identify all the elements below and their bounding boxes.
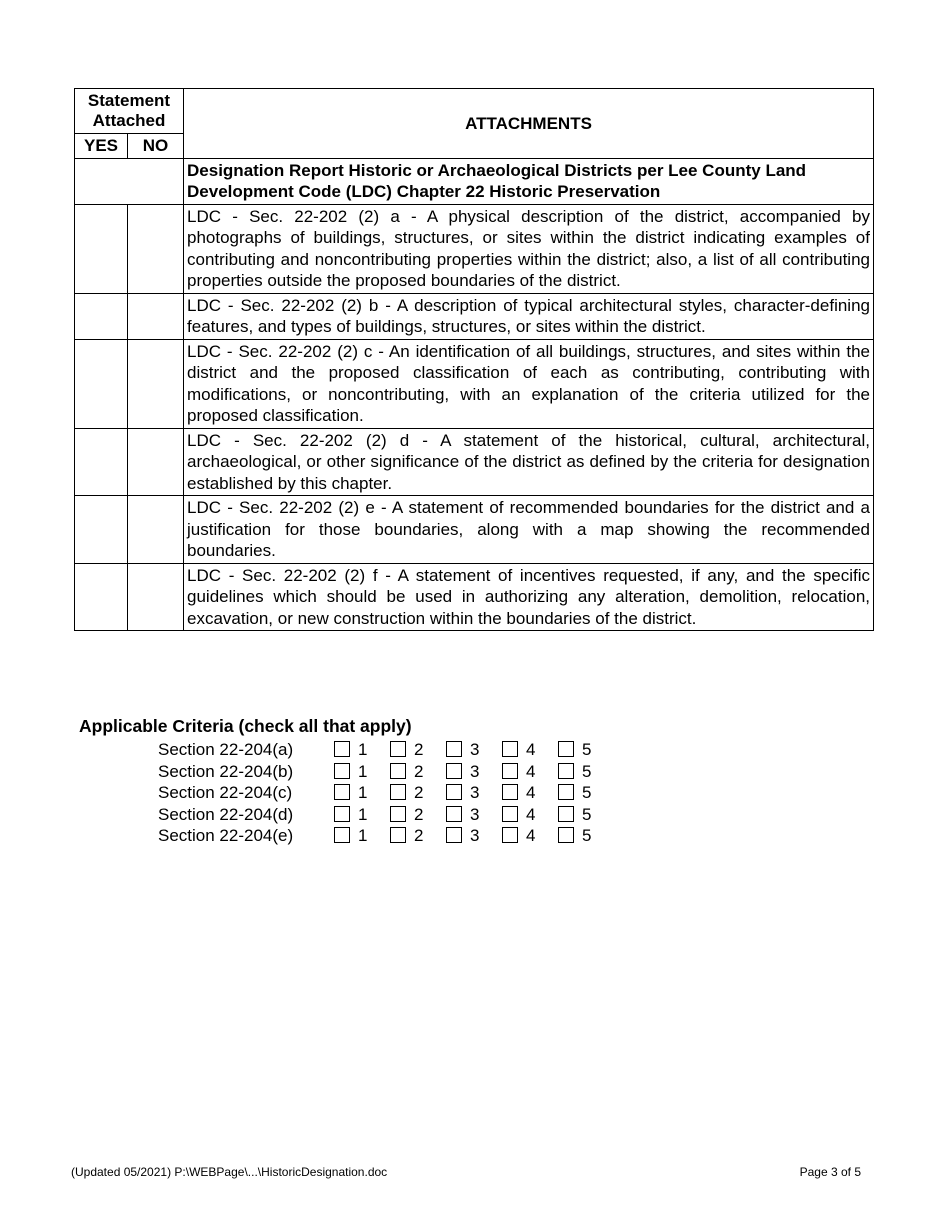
criteria-row-label: Section 22-204(e) (158, 826, 294, 845)
checkbox[interactable] (502, 827, 518, 843)
checkbox[interactable] (390, 763, 406, 779)
yes-header: YES (75, 134, 128, 159)
yes-cell[interactable] (75, 293, 128, 339)
criteria-title: Applicable Criteria (check all that apply) (79, 716, 412, 736)
table-row (75, 204, 874, 293)
checkbox[interactable] (390, 741, 406, 757)
criteria-row (79, 739, 592, 761)
criteria-row-label: Section 22-204(c) (158, 783, 293, 802)
criteria-row-label: Section 22-204(b) (158, 761, 294, 781)
applicable-criteria-section (79, 714, 592, 847)
yes-cell[interactable] (75, 204, 128, 293)
footer-document-info: (Updated 05/2021) P:\WEBPage\...\HistoricDesignation.doc (71, 1165, 388, 1179)
option-label: 1 (358, 761, 368, 781)
attachment-description: LDC - Sec. 22-202 (2) a - A physical description of the district, accompanied by photographs of buildings, structures, or sites within the district indicating examples of contributing and noncontributing properties within the district; also, a list of all contributing properties outside the proposed boundaries of the district. (184, 204, 874, 293)
yes-cell[interactable] (75, 563, 128, 631)
no-cell[interactable] (128, 293, 184, 339)
checkbox[interactable] (502, 763, 518, 779)
criteria-row (79, 825, 592, 847)
no-cell[interactable] (128, 204, 184, 293)
table-row (75, 339, 874, 428)
no-cell[interactable] (128, 563, 184, 631)
no-cell[interactable] (128, 496, 184, 564)
table-row (75, 293, 874, 339)
criteria-row-label: Section 22-204(d) (158, 804, 294, 824)
yes-cell[interactable] (75, 339, 128, 428)
attachment-description: LDC - Sec. 22-202 (2) f - A statement of incentives requested, if any, and the specific guidelines which should be used in authorizing any alteration, demolition, relocation, excavation, or new construction within the boundaries of the district. (184, 563, 874, 631)
option-label: 3 (470, 804, 480, 824)
criteria-row (79, 782, 592, 804)
option-label: 1 (358, 740, 368, 759)
option-label: 3 (470, 740, 480, 759)
option-label: 2 (414, 783, 424, 802)
option-label: 4 (526, 740, 536, 759)
option-label: 2 (414, 740, 424, 759)
checkbox[interactable] (334, 784, 350, 800)
no-cell[interactable] (128, 428, 184, 496)
checkbox[interactable] (334, 827, 350, 843)
option-label: 4 (526, 804, 536, 824)
option-label: 5 (582, 761, 592, 781)
section-title: Designation Report Historic or Archaeological Districts per Lee County Land Development Code (LDC) Chapter 22 Historic Preservation (184, 158, 874, 204)
criteria-row-label: Section 22-204(a) (158, 740, 294, 759)
option-label: 1 (358, 826, 368, 845)
option-label: 1 (358, 783, 368, 802)
footer-page-number: Page 3 of 5 (799, 1165, 861, 1179)
attachments-table (74, 88, 874, 631)
table-row (75, 563, 874, 631)
option-label: 5 (582, 826, 592, 845)
checkbox[interactable] (446, 741, 462, 757)
statement-attached-header: Statement Attached (75, 89, 184, 134)
checkbox[interactable] (502, 741, 518, 757)
yes-cell[interactable] (75, 428, 128, 496)
table-row (75, 496, 874, 564)
checkbox[interactable] (334, 763, 350, 779)
section-title-empty-cell (75, 158, 184, 204)
checkbox[interactable] (390, 784, 406, 800)
option-label: 5 (582, 804, 592, 824)
table-row (75, 428, 874, 496)
table-header-row (75, 89, 874, 134)
attachment-description: LDC - Sec. 22-202 (2) e - A statement of recommended boundaries for the district and a justification for those boundaries, along with a map showing the recommended boundaries. (184, 496, 874, 564)
checkbox[interactable] (446, 827, 462, 843)
attachment-description: LDC - Sec. 22-202 (2) c - An identification of all buildings, structures, and sites within the district and the proposed classification of each as contributing, contributing with modifications, or noncontributing, with an explanation of the criteria utilized for the proposed classification. (184, 339, 874, 428)
checkbox[interactable] (558, 784, 574, 800)
criteria-row (79, 761, 592, 783)
option-label: 5 (582, 783, 592, 802)
checkbox[interactable] (558, 827, 574, 843)
option-label: 4 (526, 761, 536, 781)
no-header: NO (128, 134, 184, 159)
checkbox[interactable] (334, 806, 350, 822)
option-label: 1 (358, 804, 368, 824)
section-title-row (75, 158, 874, 204)
attachment-description: LDC - Sec. 22-202 (2) d - A statement of the historical, cultural, architectural, archaeological, or other significance of the district as defined by the criteria for designation established by this chapter. (184, 428, 874, 496)
checkbox[interactable] (390, 827, 406, 843)
criteria-row (79, 804, 592, 826)
checkbox[interactable] (446, 806, 462, 822)
checkbox[interactable] (446, 784, 462, 800)
option-label: 5 (582, 740, 592, 759)
checkbox[interactable] (446, 763, 462, 779)
option-label: 2 (414, 804, 424, 824)
option-label: 2 (414, 761, 424, 781)
option-label: 3 (470, 761, 480, 781)
checkbox[interactable] (558, 763, 574, 779)
checkbox[interactable] (558, 806, 574, 822)
attachments-header: ATTACHMENTS (184, 89, 874, 159)
attachment-description: LDC - Sec. 22-202 (2) b - A description of typical architectural styles, character-defining features, and types of buildings, structures, or sites within the district. (184, 293, 874, 339)
checkbox[interactable] (558, 741, 574, 757)
option-label: 4 (526, 826, 536, 845)
option-label: 3 (470, 826, 480, 845)
checkbox[interactable] (502, 806, 518, 822)
checkbox[interactable] (334, 741, 350, 757)
option-label: 2 (414, 826, 424, 845)
option-label: 3 (470, 783, 480, 802)
checkbox[interactable] (390, 806, 406, 822)
checkbox[interactable] (502, 784, 518, 800)
no-cell[interactable] (128, 339, 184, 428)
option-label: 4 (526, 783, 536, 802)
yes-cell[interactable] (75, 496, 128, 564)
